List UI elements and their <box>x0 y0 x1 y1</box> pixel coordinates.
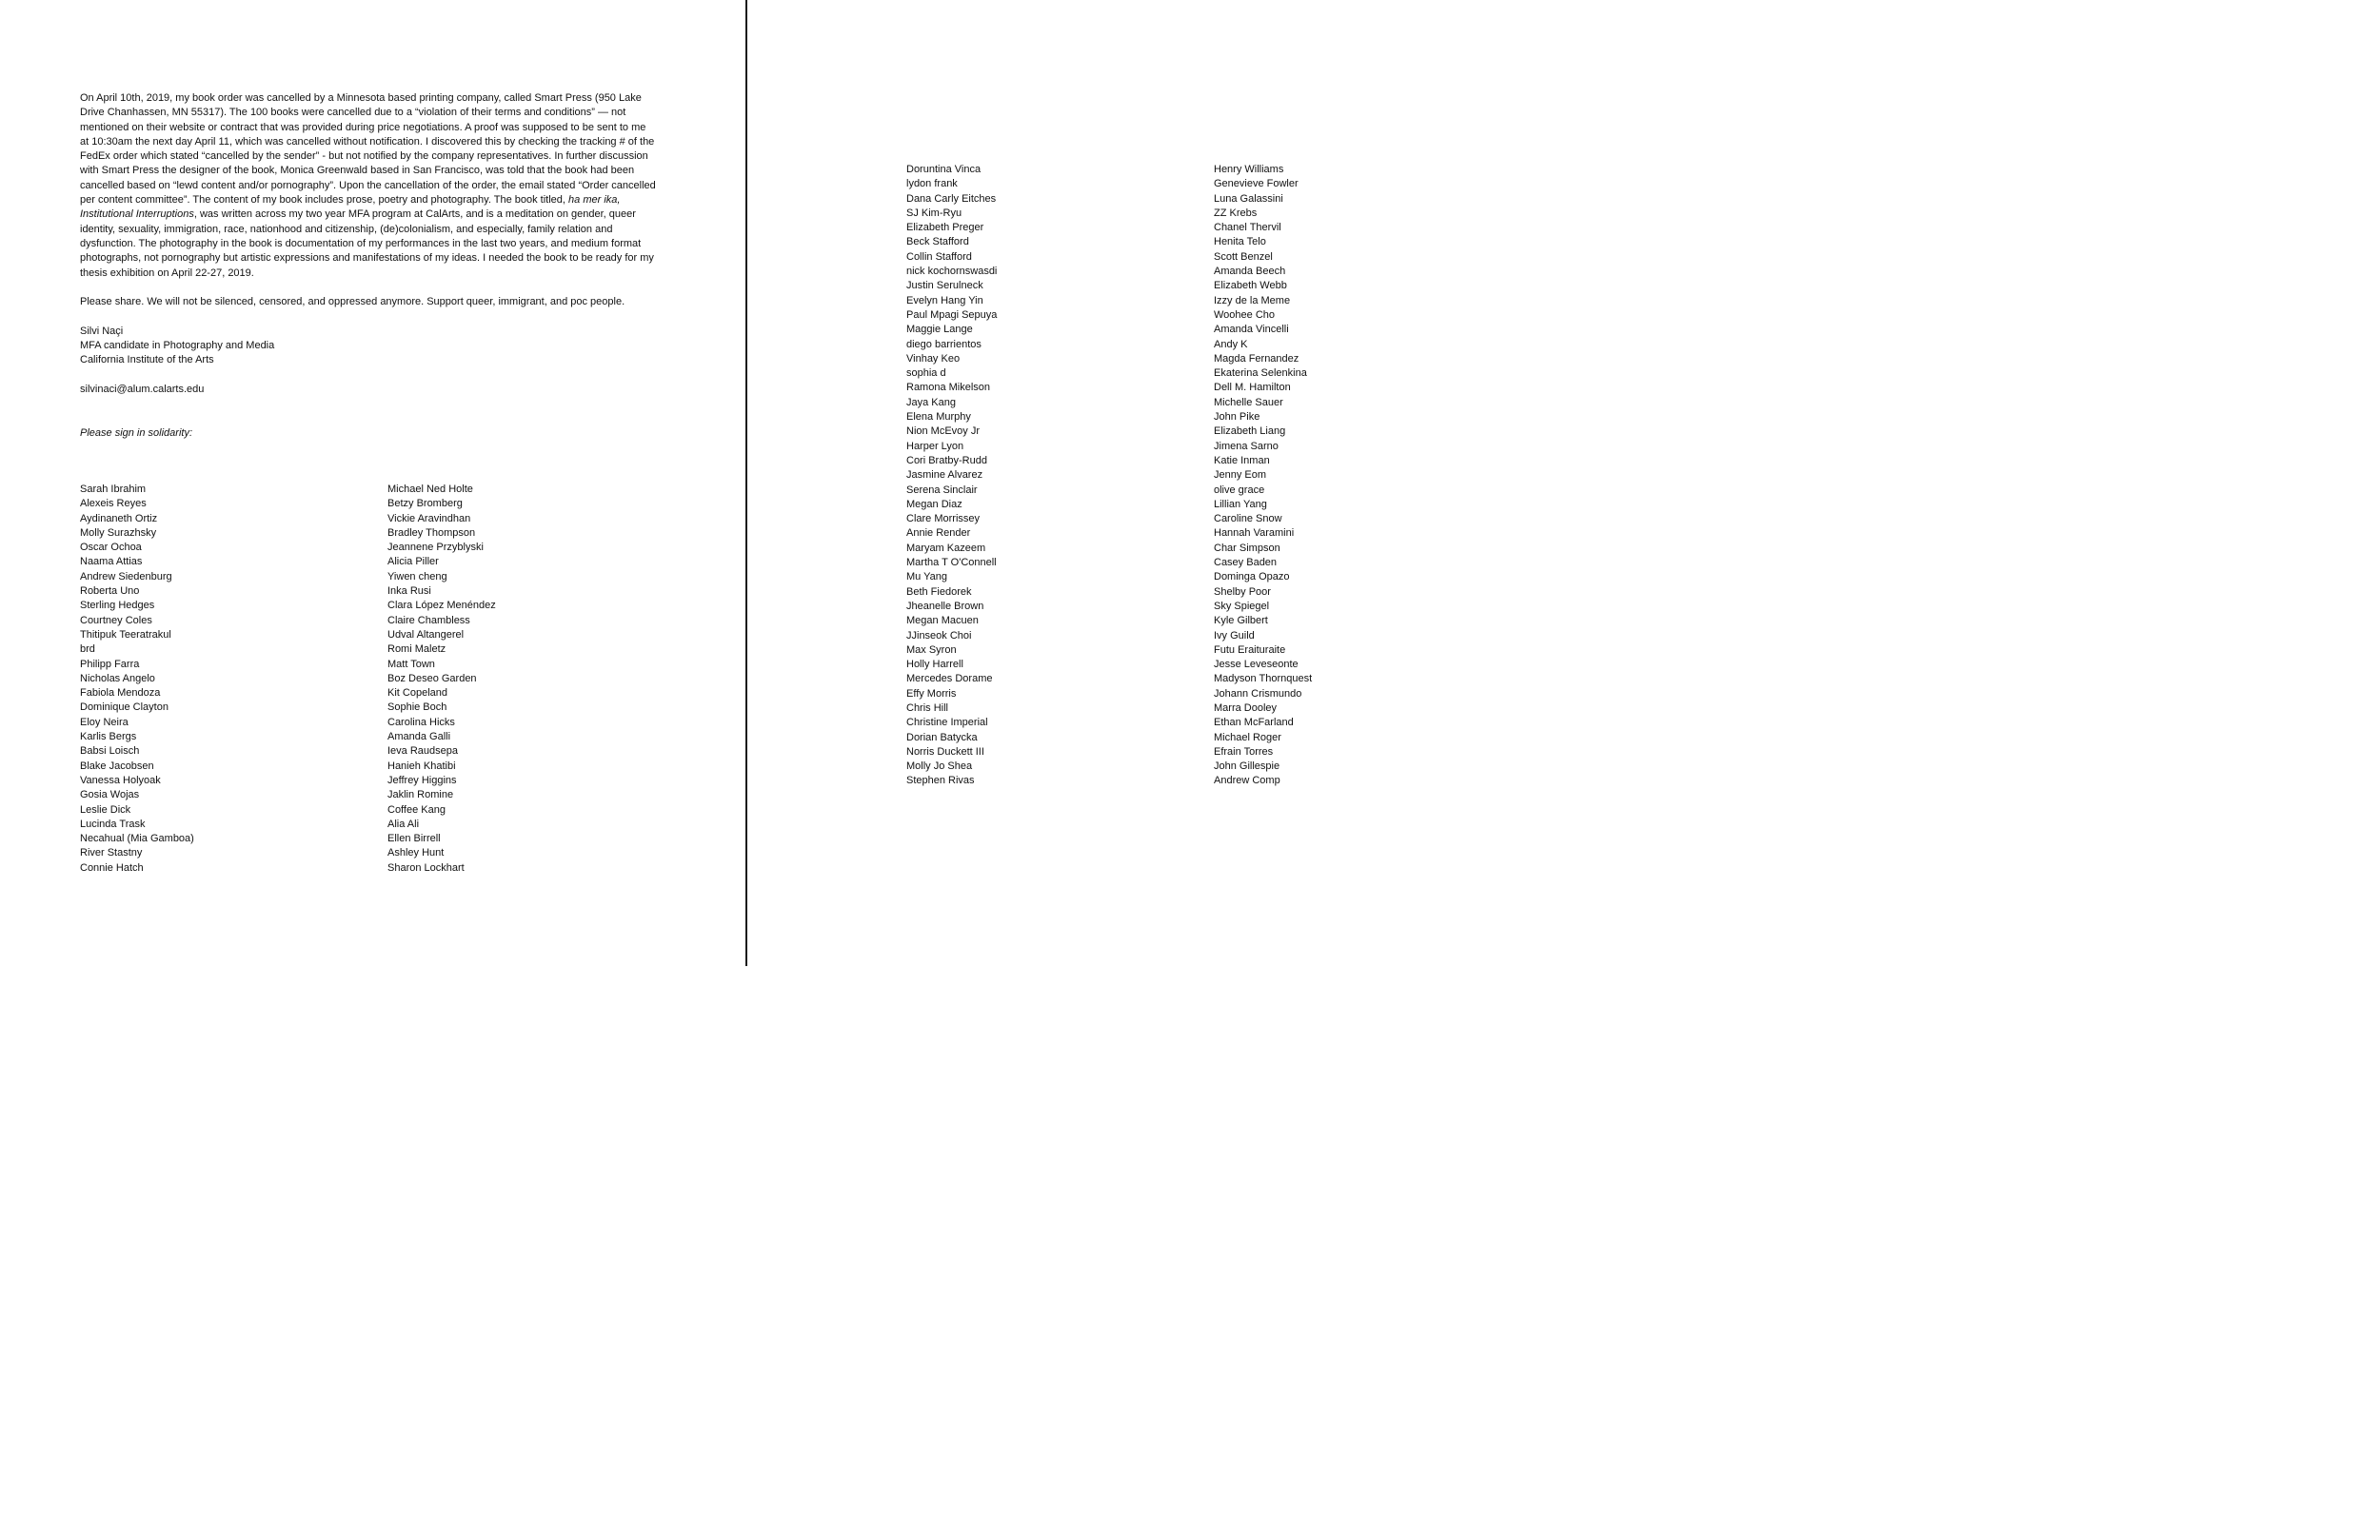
signatory-name: Ashley Hunt <box>387 847 445 859</box>
signatory-name: Jenny Eom <box>1214 469 1267 482</box>
signatory-name: Henita Telo <box>1214 236 1266 248</box>
signatory-name: Beth Fiedorek <box>906 585 972 598</box>
signatory-name: Magda Fernandez <box>1214 352 1299 365</box>
signatory-name: sophia d <box>906 367 946 380</box>
signatory-name: Mu Yang <box>906 571 948 583</box>
signatory-name: Andrew Comp <box>1214 775 1280 787</box>
signatory-name: nick kochornswasdi <box>906 266 998 278</box>
signatory-name: Claire Chambless <box>387 614 470 626</box>
signatory-name: Harper Lyon <box>906 440 964 452</box>
page-right <box>748 0 1493 966</box>
signatory-name: Ieva Raudsepa <box>387 745 458 758</box>
signatory-name: Christine Imperial <box>906 717 988 729</box>
signatory-name: Betzy Bromberg <box>387 498 463 510</box>
sign-prompt <box>80 426 657 441</box>
signatory-name: Maggie Lange <box>906 324 973 336</box>
signatory-name: Jimena Sarno <box>1214 440 1279 452</box>
signatory-name: Doruntina Vinca <box>906 164 982 175</box>
signatory-name: olive grace <box>1214 484 1265 496</box>
signatory-name: Norris Duckett III <box>906 745 984 758</box>
signatory-name: Izzy de la Meme <box>1214 294 1291 306</box>
signatory-name: Amanda Beech <box>1214 266 1286 278</box>
signatory-column-4 <box>1214 163 1312 789</box>
signatory-name: Vinhay Keo <box>906 352 961 365</box>
signatory-name: Henry Williams <box>1214 164 1284 175</box>
signatory-name: Ramona Mikelson <box>906 382 991 394</box>
signatory-name: Yiwen cheng <box>387 570 447 582</box>
signatory-name: Alexeis Reyes <box>80 498 147 510</box>
signatory-name: JJinseok Choi <box>906 629 972 642</box>
signatory-name: River Stastny <box>80 847 143 859</box>
signatory-name: Hannah Varamini <box>1214 527 1295 540</box>
signatory-name: Michael Ned Holte <box>387 484 473 495</box>
signatory-name: Elizabeth Preger <box>906 222 984 234</box>
letter <box>80 91 657 441</box>
signatory-name: Philipp Farra <box>80 658 140 670</box>
signatory-name: Paul Mpagi Sepuya <box>906 308 998 321</box>
signatory-name: Effy Morris <box>906 687 957 700</box>
signatory-name: Andy K <box>1214 338 1248 350</box>
signatory-name: Roberta Uno <box>80 585 140 598</box>
signatory-name: Oscar Ochoa <box>80 542 142 554</box>
signatory-name: Thitipuk Teeratrakul <box>80 628 171 641</box>
signatory-name: Scott Benzel <box>1214 250 1273 263</box>
spacer <box>80 281 657 295</box>
signatory-name: Nion McEvoy Jr <box>906 425 981 438</box>
signatory-name: Elizabeth Webb <box>1214 280 1287 292</box>
signatory-name: Lillian Yang <box>1214 498 1267 510</box>
signatory-name: brd <box>80 643 95 656</box>
signatory-name: Holly Harrell <box>906 659 963 671</box>
signatory-name: Hanieh Khatibi <box>387 760 456 772</box>
signatory-name: Nicholas Angelo <box>80 672 155 684</box>
signatory-name: Kyle Gilbert <box>1214 615 1268 627</box>
signatory-name: Boz Deseo Garden <box>387 672 477 684</box>
signatory-name: Char Simpson <box>1214 542 1280 554</box>
signatory-name: Michael Roger <box>1214 731 1281 743</box>
signatory-name: Babsi Loisch <box>80 745 140 758</box>
signatory-name: Kit Copeland <box>387 687 447 700</box>
signatory-name: Naama Attias <box>80 556 143 568</box>
signatory-name: Sharon Lockhart <box>387 861 465 874</box>
signatory-name: Sarah Ibrahim <box>80 484 147 495</box>
signatory-name: Romi Maletz <box>387 643 446 656</box>
signatory-name: Serena Sinclair <box>906 484 978 496</box>
signature-email: silvinaci@alum.calarts.edu <box>80 383 205 395</box>
letter-body-part-2: , was written across my two year MFA program at CalArts, and is a meditation on gender, queer identity, sexuality, immigration, race, nationhood and citizenship, (de)colonialism, and especially, family relation and dysfunction. The photography in the book is documentation of my performances in the last two years, and medium format photographs, not pornography but artistic expressions and manifestations of my ideas. I needed the book to be ready for my thesis exhibition on April 22-27, 2019. <box>80 208 654 279</box>
signatory-name: Max Syron <box>906 643 957 656</box>
signatory-name: Michelle Sauer <box>1214 396 1283 408</box>
signatory-name: Jeannene Przyblyski <box>387 542 484 554</box>
signatory-name: Collin Stafford <box>906 250 972 263</box>
page-divider <box>745 0 747 966</box>
page-left <box>0 0 746 966</box>
signatory-name: Dorian Batycka <box>906 731 978 743</box>
signatory-column-1 <box>80 483 194 876</box>
signatory-name: Carolina Hicks <box>387 716 455 728</box>
signatory-name: Annie Render <box>906 527 971 540</box>
signatory-name: Alia Ali <box>387 818 420 830</box>
signatory-name: Jesse Leveseonte <box>1214 659 1299 671</box>
sign-prompt-text: Please sign in solidarity: <box>80 426 193 439</box>
spacer <box>80 397 657 426</box>
spacer <box>80 309 657 324</box>
signatory-name: Ekaterina Selenkina <box>1214 367 1307 380</box>
signatory-name: Alicia Piller <box>387 556 439 568</box>
signatory-name: Elena Murphy <box>906 411 971 424</box>
signatory-name: Luna Galassini <box>1214 192 1283 205</box>
signatory-name: SJ Kim-Ryu <box>906 207 962 219</box>
signatory-name: Inka Rusi <box>387 585 431 598</box>
signatory-name: John Pike <box>1214 411 1260 424</box>
signatory-name: Dell M. Hamilton <box>1214 382 1291 394</box>
signatory-name: Ethan McFarland <box>1214 717 1294 729</box>
signatory-name: Woohee Cho <box>1214 308 1276 321</box>
signatory-name: Jaya Kang <box>906 396 956 408</box>
signatory-name: Genevieve Fowler <box>1214 178 1299 190</box>
signatory-name: diego barrientos <box>906 338 982 350</box>
signature-name: Silvi Naçi <box>80 325 124 337</box>
signatory-name: Eloy Neira <box>80 716 129 728</box>
signatory-name: Connie Hatch <box>80 861 144 874</box>
signatory-name: Shelby Poor <box>1214 585 1271 598</box>
signature-institution: California Institute of the Arts <box>80 354 214 366</box>
signatory-name: lydon frank <box>906 178 958 190</box>
signatory-name: Molly Surazhsky <box>80 526 157 539</box>
signatory-name: Megan Macuen <box>906 615 979 627</box>
signatory-name: Dominga Opazo <box>1214 571 1290 583</box>
signatory-name: Chanel Thervil <box>1214 222 1281 234</box>
signatory-name: Aydinaneth Ortiz <box>80 512 158 524</box>
signatory-name: Justin Serulneck <box>906 280 983 292</box>
signatory-name: Dana Carly Eitches <box>906 192 997 205</box>
signatory-name: Jheanelle Brown <box>906 600 984 612</box>
signatory-name: Beck Stafford <box>906 236 969 248</box>
signatory-name: Katie Inman <box>1214 454 1270 466</box>
signatory-name: Sterling Hedges <box>80 600 155 612</box>
signatory-name: Andrew Siedenburg <box>80 570 172 582</box>
signatory-name: Casey Baden <box>1214 557 1278 569</box>
signatory-name: Blake Jacobsen <box>80 760 154 772</box>
signatory-name: Vickie Aravindhan <box>387 512 471 524</box>
signatory-name: Coffee Kang <box>387 803 446 816</box>
signatory-name: Madyson Thornquest <box>1214 673 1313 685</box>
signatory-column-3 <box>906 163 997 789</box>
signatory-name: Megan Diaz <box>906 498 962 510</box>
signatory-name: Evelyn Hang Yin <box>906 294 983 306</box>
signatory-name: Chris Hill <box>906 701 948 714</box>
signatory-name: Molly Jo Shea <box>906 760 973 773</box>
signatory-name: Mercedes Dorame <box>906 673 993 685</box>
signatory-name: Caroline Snow <box>1214 513 1282 525</box>
signatory-name: Amanda Galli <box>387 731 451 743</box>
signatory-name: Amanda Vincelli <box>1214 324 1289 336</box>
signatory-name: Ivy Guild <box>1214 629 1255 642</box>
letter-body-part-1: On April 10th, 2019, my book order was cancelled by a Minnesota based printing company, called Smart Press (950 Lake Drive Chanhassen, MN 55317). The 100 books were cancelled due to a “violation of their terms and conditions” — not mentioned on their website or contract that was provided during price negotiations. A proof was supposed to be sent to me at 10:30am the next day April 11, which was cancelled without notification. I discovered this by checking the tracking # of the FedEx order which stated “cancelled by the sender” - but not notified by the company representatives. In further discussion with Smart Press the designer of the book, Monica Greenwald based in San Francisco, was told that the book had been cancelled based on “lewd content and/or pornography”. Upon the cancellation of the order, the email stated “Order cancelled per content committee”. The content of my book includes prose, poetry and photography. The book titled, <box>80 92 656 207</box>
signatory-name: Courtney Coles <box>80 614 152 626</box>
signatory-name: Matt Town <box>387 658 435 670</box>
signatory-name: Udval Altangerel <box>387 628 465 641</box>
signatory-name: Dominique Clayton <box>80 701 169 714</box>
signatory-name: Jasmine Alvarez <box>906 469 983 482</box>
signature-role: MFA candidate in Photography and Media <box>80 340 275 352</box>
signatory-name: John Gillespie <box>1214 760 1280 773</box>
signatory-column-2 <box>387 483 496 876</box>
appeal-paragraph: Please share. We will not be silenced, censored, and oppressed anymore. Support queer, immigrant, and poc people. <box>80 296 625 308</box>
signatory-name: Johann Crismundo <box>1214 687 1302 700</box>
signatory-name: Marra Dooley <box>1214 701 1278 714</box>
signatory-name: Clare Morrissey <box>906 513 981 525</box>
signatory-name: Maryam Kazeem <box>906 542 986 554</box>
signatory-name: Jeffrey Higgins <box>387 774 457 786</box>
signatory-name: Sky Spiegel <box>1214 600 1270 612</box>
signatory-name: Vanessa Holyoak <box>80 774 161 786</box>
spacer <box>80 368 657 383</box>
signatory-name: Sophie Boch <box>387 701 447 714</box>
letter-body <box>80 91 657 281</box>
signatory-name: Karlis Bergs <box>80 731 137 743</box>
signatory-name: Necahual (Mia Gamboa) <box>80 833 194 845</box>
signatory-name: Clara López Menéndez <box>387 600 496 612</box>
signatory-name: Elizabeth Liang <box>1214 425 1286 438</box>
signatory-name: Bradley Thompson <box>387 526 476 539</box>
signatory-name: ZZ Krebs <box>1214 207 1258 219</box>
signatory-name: Leslie Dick <box>80 803 131 816</box>
signatory-name: Cori Bratby-Rudd <box>906 454 987 466</box>
signatory-name: Ellen Birrell <box>387 833 441 845</box>
signatory-name: Gosia Wojas <box>80 789 140 801</box>
signatory-name: Fabiola Mendoza <box>80 687 161 700</box>
signatory-name: Jaklin Romine <box>387 789 454 801</box>
book-title: ha mer ika, Institutional Interruptions <box>80 194 621 221</box>
signatory-name: Martha T O'Connell <box>906 557 997 569</box>
signatory-name: Futu Eraituraite <box>1214 643 1286 656</box>
signatory-name: Efrain Torres <box>1214 745 1274 758</box>
signatory-name: Lucinda Trask <box>80 818 146 830</box>
signatory-name: Stephen Rivas <box>906 775 975 787</box>
